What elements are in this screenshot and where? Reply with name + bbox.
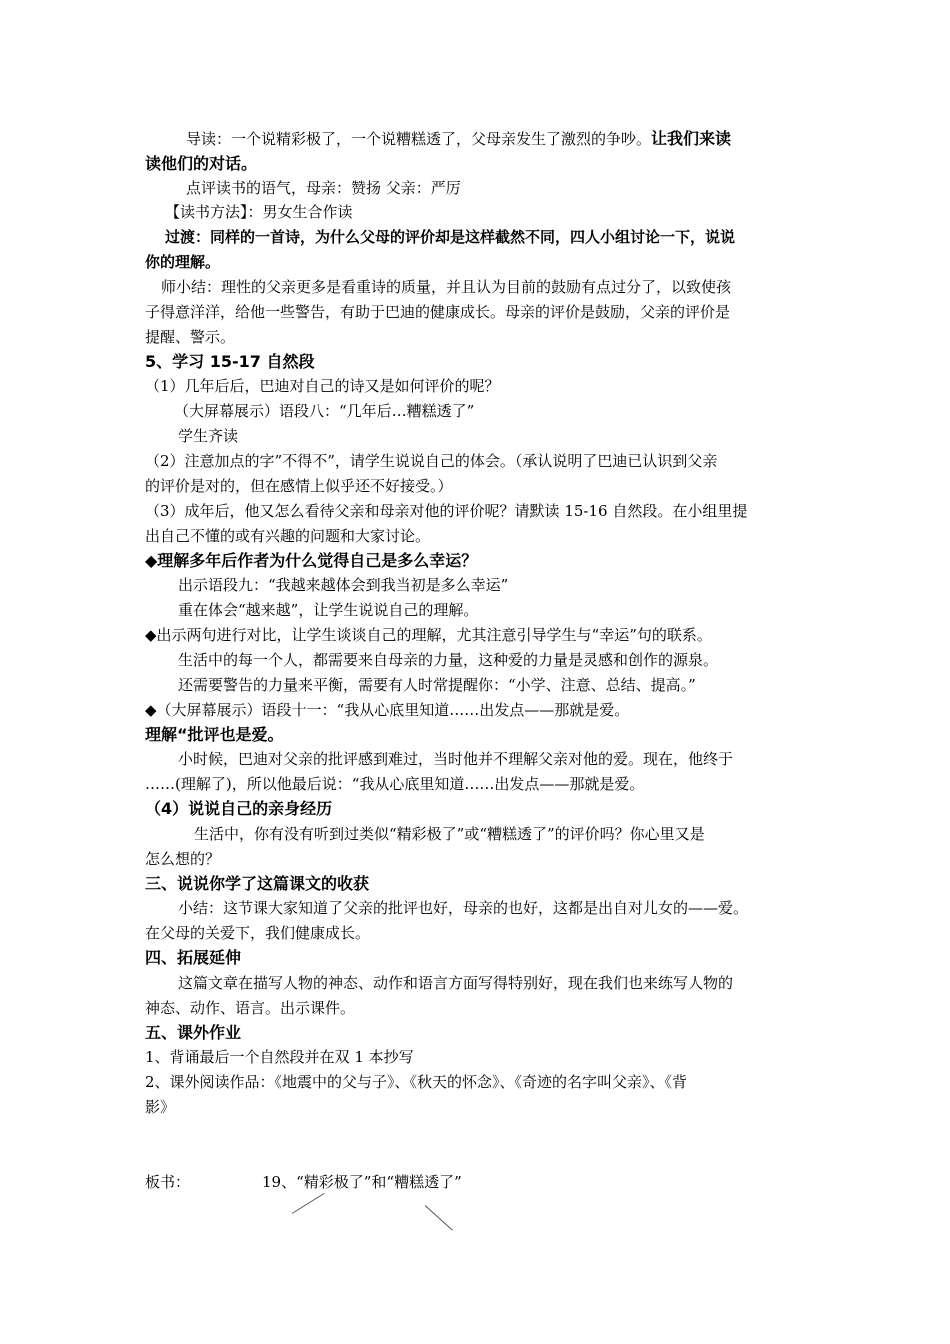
text-line (186, 126, 851, 152)
text-line: 师小结：理性的父亲更多是看重诗的质量，并且认为目前的鼓励有点过分了，以致使孩 (161, 278, 732, 296)
section-heading: 5、学习 15-17 自然段 (145, 352, 315, 371)
text-line: 过渡：同样的一首诗，为什么父母的评价却是这样截然不同，四人小组讨论一下，说说 (165, 228, 736, 246)
text-line: （1）几年后后，巴迪对自己的诗又是如何评价的呢？ (145, 377, 500, 395)
text-span: 导读：一个说精彩极了，一个说糟糕透了，父母亲发生了激烈的争吵。 (186, 130, 652, 148)
text-line: 影》 (145, 1098, 176, 1116)
text-line: ……(理解了)，所以他最后说：“我从心底里知道……出发点——那就是爱。 (145, 775, 645, 793)
text-line: 2、课外阅读作品：《地震中的父与子》、《秋天的怀念》、《奇迹的名字叫父亲》、《背 (145, 1073, 688, 1091)
text-line: 生活中的每一个人，都需要来自母亲的力量，这种爱的力量是灵感和创作的源泉。 (178, 651, 719, 669)
text-line: 怎么想的？ (145, 850, 221, 868)
text-line: （3）成年后，他又怎么看待父亲和母亲对他的评价呢？请默读 15-16 自然段。在小组里提 (145, 502, 748, 520)
text-span-bold: 让我们来读 (651, 129, 732, 148)
text-line: 小结：这节课大家知道了父亲的批评也好，母亲的也好，这都是出自对儿女的——爱。 (178, 899, 749, 917)
text-line: 1、背诵最后一个自然段并在双 1 本抄写 (145, 1048, 414, 1066)
section-heading: 三、说说你学了这篇课文的收获 (145, 874, 370, 893)
text-line: 学生齐读 (178, 427, 239, 445)
text-line: 小时候，巴迪对父亲的批评感到难过，当时他并不理解父亲对他的爱。现在，他终于 (178, 750, 734, 768)
text-line: 在父母的关爱下，我们健康成长。 (145, 924, 371, 942)
blackboard-label: 板书： (145, 1173, 191, 1191)
text-line: 出示语段九：“我越来越体会到我当初是多么幸运” (178, 576, 509, 594)
diagram-branch-right (425, 1205, 453, 1231)
text-line: （大屏幕展示）语段八：“几年后…糟糕透了” (174, 402, 475, 420)
section-heading: ◆理解多年后作者为什么觉得自己是多么幸运？ (145, 551, 478, 570)
text-line: 的评价是对的，但在感情上似乎还不好接受。） (145, 477, 453, 495)
section-heading: （4）说说自己的亲身经历 (145, 799, 333, 818)
section-heading: 五、课外作业 (145, 1023, 242, 1042)
text-line: 你的理解。 (145, 253, 221, 271)
section-heading: 理解“批评也是爱。 (145, 725, 284, 744)
text-line: 【读书方法】：男女生合作读 (165, 203, 353, 221)
text-line: 还需要警告的力量来平衡，需要有人时常提醒你：“小学、注意、总结、提高。” (178, 676, 696, 694)
text-line: ◆（大屏幕展示）语段十一：“我从心底里知道……出发点——那就是爱。 (145, 701, 630, 719)
diagram-branch-left (292, 1193, 325, 1214)
text-line: （2）注意加点的字”不得不”，请学生说说自己的体会。（承认说明了巴迪已认识到父亲 (145, 452, 718, 470)
text-line: 生活中，你有没有听到过类似“精彩极了”或“糟糕透了”的评价吗？你心里又是 (194, 825, 705, 843)
section-heading: 四、拓展延伸 (145, 948, 242, 967)
text-line: 重在体会“越来越”，让学生说说自己的理解。 (178, 601, 479, 619)
text-line: 出自己不懂的或有兴趣的问题和大家讨论。 (145, 527, 431, 545)
text-line: 子得意洋洋，给他一些警告，有助于巴迪的健康成长。母亲的评价是鼓励，父亲的评价是 (145, 303, 731, 321)
text-line: 这篇文章在描写人物的神态、动作和语言方面写得特别好，现在我们也来练写人物的 (178, 974, 734, 992)
text-line: 点评读书的语气，母亲：赞扬 父亲：严厉 (186, 179, 461, 197)
text-line: ◆出示两句进行对比，让学生谈谈自己的理解，尤其注意引导学生与“幸运”句的联系。 (145, 626, 712, 644)
blackboard-title: 19、“精彩极了”和“糟糕透了” (262, 1173, 462, 1191)
text-line: 提醒、警示。 (145, 328, 236, 346)
text-line: 读他们的对话。 (145, 154, 258, 173)
text-line: 神态、动作、语言。出示课件。 (145, 999, 356, 1017)
